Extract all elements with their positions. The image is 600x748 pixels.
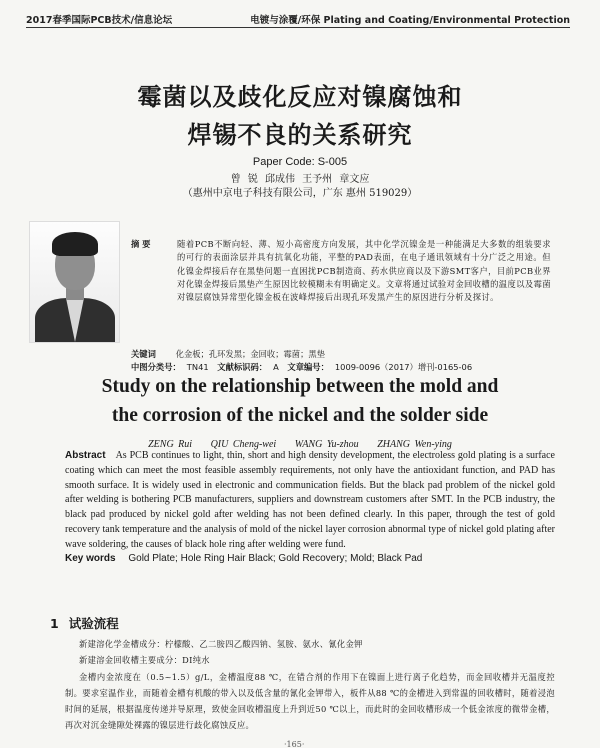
keywords-en-label: Key words (65, 553, 116, 564)
keywords-cn-label: 关键词 (131, 349, 156, 359)
title-en-line-2: the corrosion of the nickel and the solder side (111, 405, 489, 426)
author-photo (29, 221, 120, 343)
header-left: 2017春季国际PCB技术/信息论坛 (26, 15, 173, 26)
abstract-cn-label: 摘 要 (131, 239, 151, 249)
affiliation-chinese: （惠州中京电子科技有限公司，广东 惠州 519029） (182, 188, 418, 199)
page-number: ·165· (284, 740, 305, 748)
clc-label: 中图分类号： (131, 362, 181, 372)
title-cn-line-1: 霉菌以及歧化反应对镍腐蚀和 (137, 83, 463, 111)
running-header (26, 6, 570, 26)
article-number-label: 文章编号： (287, 362, 329, 372)
section-title: 试验流程 (68, 616, 119, 631)
doc-code-value: A (273, 362, 279, 372)
author-en-1: ZENG Rui (148, 439, 193, 450)
body-paragraph-1: 新建溶化学金槽成分：柠檬酸、乙二胺四乙酸四钠、氢胺、氨水、氰化金钾 (79, 639, 363, 649)
section-number: 1 (50, 616, 59, 631)
body-paragraph-2: 新建溶金回收槽主要成分：DI纯水 (79, 655, 210, 666)
title-en-line-1: Study on the relationship between the mold and (101, 376, 499, 397)
authors-chinese: 曾 锐 邱成伟 王予州 章文应 (230, 174, 370, 185)
header-right: 电镀与涂覆/环保 Plating and Coating/Environmental Protection (250, 15, 570, 26)
paper-code: Paper Code: S-005 (252, 156, 348, 168)
keywords-chinese (131, 348, 325, 361)
author-en-4: ZHANG Wen-ying (377, 439, 452, 450)
abstract-english (65, 449, 555, 553)
title-cn-line-2: 焊锡不良的关系研究 (187, 121, 413, 149)
abstract-cn-text: 随着PCB不断向轻、薄、短小高密度方向发展，其中化学沉镍金是一种能满足大多数的组装要求的可行的表面涂层并具有抗氧化功能，平整的PAD表面，在电子通讯领域有十分广泛之用途。但化镍金焊接后存在黑垫问题一直困扰PCB制造商、药水供应商以及下游SMT客户，目前PCB业界对化镍金焊接后黑垫产生原因比较模糊未有明确定义。文章将通过试验对金回收槽的温度以及霉菌对镍层腐蚀异常型化镍金板在波峰焊接后出现孔环发黑产生的原因进行分析及探讨。 (177, 239, 551, 303)
doc-code-label: 文献标识码： (217, 362, 268, 372)
header-rule (26, 27, 570, 28)
abstract-en-text: As PCB continues to light, thin, short and high density development, the electroless gold plating is a surface coating which can meet the most feasible assembly requirements, not only have the antioxidant function, and PAD has smooth surface. It is widely used in electronic and communication fields. But the black pad problem of the nickel gold after welding is bothering PCB manufacturers, suppliers and downstream customers after SMT. In the PCB industry, the black pad produced by nickel gold after welding has not been defined clearly. In this paper, through the test of gold recovery tank temperature and the analysis of mold of the nickel layer corrosion abnormal type of nickel gold plating after wave soldering, the causes of black hole ring after welding were fund. (65, 450, 555, 550)
author-en-3: WANG Yu-zhou (294, 439, 359, 450)
title-english (0, 372, 600, 430)
abstract-en-label: Abstract (65, 450, 106, 461)
keywords-english (65, 553, 422, 564)
article-number-value: 1009-0096（2017）增刊-0165-06 (334, 362, 473, 372)
section-body (65, 636, 555, 734)
abstract-chinese (131, 238, 551, 304)
keywords-en-text: Gold Plate; Hole Ring Hair Black; Gold Recovery; Mold; Black Pad (128, 553, 423, 564)
photo-hair-shape (52, 232, 98, 256)
keywords-cn-text: 化金板；孔环发黑；金回收；霉菌；黑垫 (175, 349, 325, 359)
section-heading (50, 614, 119, 632)
title-chinese (0, 78, 600, 154)
author-en-2: QIU Cheng-wei (210, 439, 277, 450)
body-paragraph-3: 金槽内金浓度在（0.5~1.5）g/L，金槽温度88 ℃，在错合剂的作用下在镍面上进行离子化趋势，而金回收槽并无温度控制。要求室温作业，而随着金槽有机酸的带入以及低含量的氰化金钾带入，板件从88 ℃的金槽进入到常温的回收槽时，随着浸泡时间的延展，根据温度传递并导原理，致使金回收槽温度上升到近50 ℃以上，而此时的金回收槽形成一个低金浓度的微带金槽，再次对沉金缝隙处裸露的镍层进行歧化腐蚀反应。 (65, 671, 555, 731)
clc-value: TN41 (186, 362, 209, 372)
